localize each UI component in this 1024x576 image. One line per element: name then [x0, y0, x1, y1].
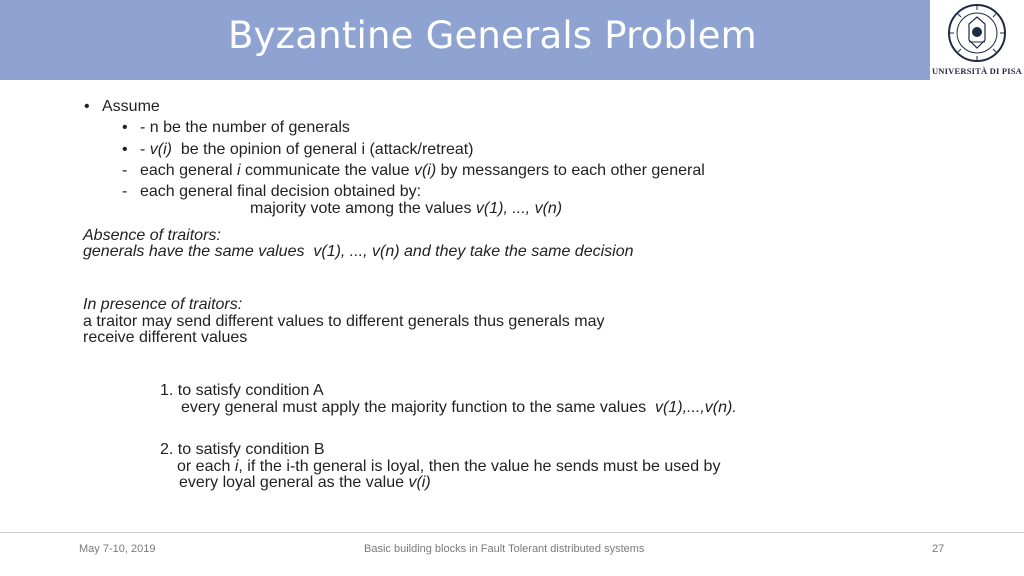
n-text: - n be the number of generals	[140, 119, 350, 136]
communicate-pre: each general	[140, 162, 237, 179]
logo-caption: UNIVERSITÀ DI PISA	[931, 66, 1023, 76]
vi-prefix: -	[140, 141, 150, 158]
slide-title: Byzantine Generals Problem	[228, 14, 757, 57]
footer-page-number: 27	[932, 543, 945, 555]
condition-b-pre: or each	[177, 458, 235, 475]
assume-text: Assume	[102, 98, 160, 115]
presence-line-1: a traitor may send different values to different generals thus generals may	[83, 313, 605, 330]
condition-b-line-2	[179, 474, 431, 492]
vi-text: be the opinion of general i (attack/retreat)	[172, 141, 474, 158]
presence-line-2: receive different values	[83, 329, 248, 346]
decision-item	[140, 183, 421, 201]
footer-date: May 7-10, 2019	[79, 543, 156, 555]
condition-a-pre: every general must apply the majority function to the same values	[181, 399, 656, 416]
communicate-mid: communicate the value	[240, 162, 414, 179]
footer-divider	[0, 532, 1024, 533]
communicate-var: v(i)	[413, 162, 437, 179]
footer-course: Basic building blocks in Fault Tolerant distributed systems	[364, 543, 645, 555]
decision-text: each general final decision obtained by:	[140, 183, 422, 200]
condition-a-title: 1. to satisfy condition A	[160, 382, 324, 399]
condition-b-line2-pre: every loyal general as the value	[179, 474, 409, 491]
presence-title: In presence of traitors:	[83, 296, 243, 313]
absence-text: generals have the same values v(1), ..., v(n) and they take the same decision	[83, 243, 634, 260]
majority-var: v(1), ..., v(n)	[475, 200, 563, 217]
condition-b-i: i	[234, 458, 239, 475]
majority-line	[250, 200, 562, 218]
assume-bullet	[102, 98, 160, 116]
communicate-post: by messangers to each other general	[436, 162, 705, 179]
majority-pre: majority vote among the values	[250, 200, 476, 217]
n-bullet	[140, 119, 350, 137]
condition-b-line2-var: v(i)	[408, 474, 431, 491]
absence-title: Absence of traitors:	[83, 227, 221, 244]
condition-a-var: v(1),...,v(n).	[655, 399, 737, 416]
vi-var: v(i)	[149, 141, 172, 158]
communicate-i: i	[236, 162, 241, 179]
communicate-item	[140, 162, 705, 180]
condition-b-post: , if the i-th general is loyal, then the value he sends must be used by	[238, 458, 721, 475]
vi-bullet	[140, 141, 474, 159]
condition-b-title: 2. to satisfy condition B	[160, 441, 325, 458]
condition-a-text	[181, 399, 737, 417]
